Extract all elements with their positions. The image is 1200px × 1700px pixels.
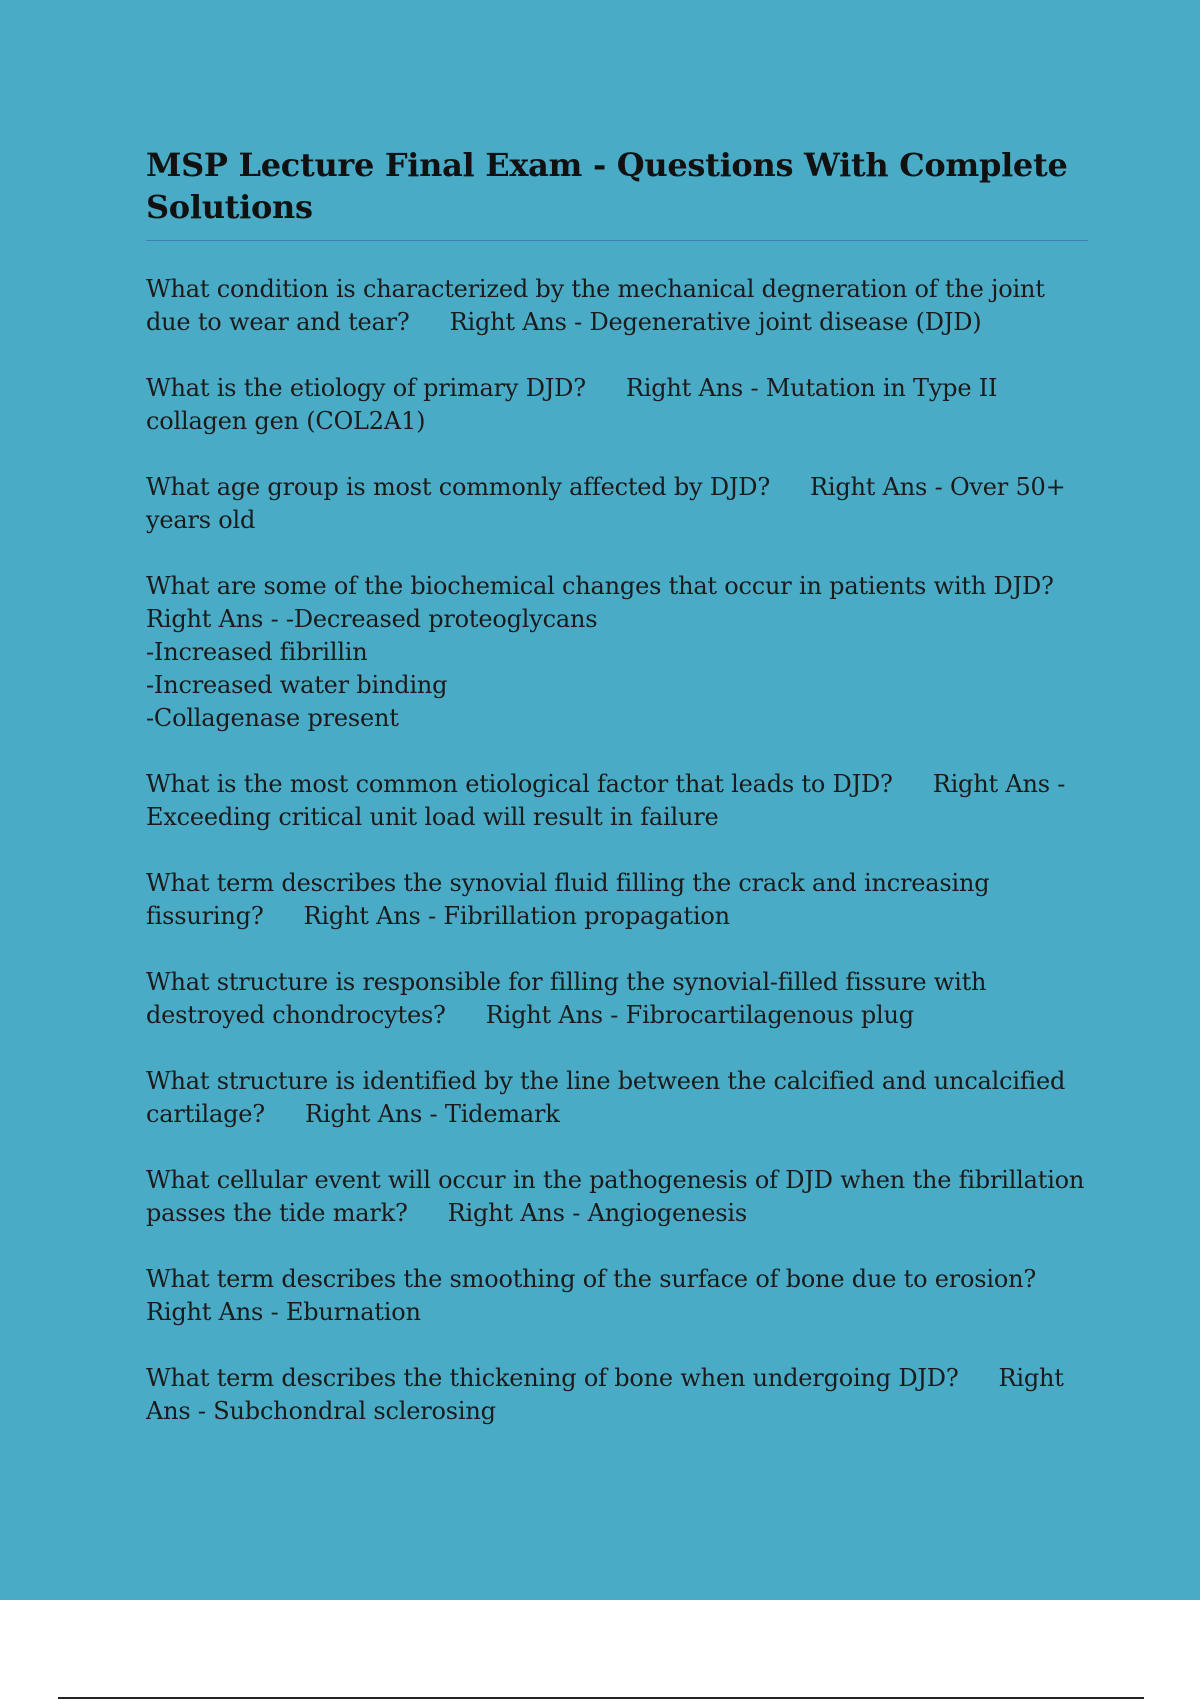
answer-line	[146, 1296, 1086, 1329]
qa-item	[146, 966, 1086, 1032]
question-text: What structure is responsible for filling the synovial-filled fissure with destroyed chondrocytes?	[146, 968, 987, 1029]
qa-item	[146, 1065, 1086, 1131]
question-text: What condition is characterized by the mechanical degneration of the joint due to wear and tear?	[146, 275, 1045, 336]
title-divider	[146, 240, 1088, 241]
answer-prefix: Right Ans -	[932, 770, 1066, 798]
qa-item	[146, 768, 1086, 834]
answer-text: -Increased fibrillin	[146, 638, 368, 666]
question-text: What structure is identified by the line between the calcified and uncalcified cartilage?	[146, 1067, 1066, 1128]
answer-text: -Decreased proteoglycans	[285, 605, 598, 633]
answer-text: Tidemark	[444, 1100, 560, 1128]
answer-text: -Increased water binding	[146, 671, 448, 699]
qa-item	[146, 273, 1086, 339]
answer-text: Eburnation	[285, 1298, 421, 1326]
question-text: What term describes the synovial fluid filling the crack and increasing fissuring?	[146, 869, 990, 930]
question-text: What is the most common etiological factor that leads to DJD?	[146, 770, 893, 798]
qa-item	[146, 570, 1086, 735]
question-text: What are some of the biochemical changes that occur in patients with DJD?	[146, 572, 1054, 600]
question-text: What is the etiology of primary DJD?	[146, 374, 586, 402]
answer-prefix: Right Ans -	[146, 1298, 286, 1326]
question-text: What cellular event will occur in the pathogenesis of DJD when the fibrillation passes the tide mark?	[146, 1166, 1085, 1227]
answer-text: Mutation in Type II collagen gen (COL2A1)	[146, 374, 998, 435]
answer-text: Over 50+ years old	[146, 473, 1066, 534]
answer-prefix: Right Ans -	[303, 902, 444, 930]
answer-prefix: Right Ans -	[810, 473, 950, 501]
answer-text: Subchondral sclerosing	[213, 1397, 496, 1425]
qa-item	[146, 1362, 1086, 1428]
answer-text: -Collagenase present	[146, 704, 399, 732]
answer-prefix: Right Ans -	[625, 374, 766, 402]
answer-prefix: Right Ans -	[304, 1100, 445, 1128]
qa-item	[146, 372, 1086, 438]
answer-text: Fibrocartilagenous plug	[625, 1001, 914, 1029]
answer-text: Fibrillation propagation	[443, 902, 730, 930]
answer-line	[146, 603, 1086, 636]
answer-prefix: Right Ans -	[449, 308, 590, 336]
document-body	[146, 144, 1086, 1461]
qa-item	[146, 867, 1086, 933]
qa-item	[146, 1164, 1086, 1230]
qa-list	[146, 273, 1086, 1428]
answer-text: Angiogenesis	[587, 1199, 747, 1227]
answer-prefix: Right Ans -	[447, 1199, 588, 1227]
question-text: What term describes the smoothing of the surface of bone due to erosion?	[146, 1265, 1037, 1293]
answer-prefix: Right Ans -	[146, 1364, 1064, 1425]
answer-text: Exceeding critical unit load will result in failure	[146, 803, 719, 831]
answer-prefix: Right Ans -	[485, 1001, 626, 1029]
qa-item	[146, 471, 1086, 537]
answer-text: Degenerative joint disease (DJD)	[589, 308, 982, 336]
question-text: What age group is most commonly affected by DJD?	[146, 473, 771, 501]
answer-prefix: Right Ans -	[146, 605, 286, 633]
qa-item	[146, 1263, 1086, 1329]
footer-divider	[58, 1697, 1144, 1699]
document-title: MSP Lecture Final Exam - Questions With Complete Solutions	[146, 146, 1068, 226]
question-text: What term describes the thickening of bone when undergoing DJD?	[146, 1364, 959, 1392]
